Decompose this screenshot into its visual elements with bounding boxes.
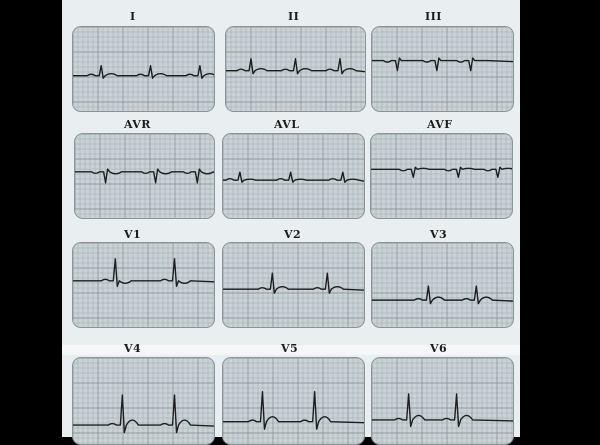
lead-label-v2: V2	[284, 228, 302, 241]
ecg-panel-i	[72, 26, 215, 112]
lead-label-v3: V3	[430, 228, 448, 241]
lead-label-v6: V6	[430, 342, 448, 355]
lead-label-v4: V4	[124, 342, 142, 355]
ecg-grid	[223, 358, 364, 444]
lead-label-avr: AVR	[124, 118, 151, 131]
ecg-panel-v1	[72, 242, 215, 328]
ecg-grid	[75, 134, 214, 218]
ecg-grid	[372, 358, 513, 444]
ecg-panel-v2	[222, 242, 365, 328]
lead-label-avl: AVL	[274, 118, 300, 131]
ecg-panel-ii	[225, 26, 366, 112]
ecg-panel-v5	[222, 357, 365, 445]
ecg-grid	[371, 134, 512, 218]
ecg-grid	[223, 134, 364, 218]
ecg-panel-v3	[371, 242, 514, 328]
lead-label-i: I	[130, 10, 136, 23]
ecg-panel-v6	[371, 357, 514, 445]
ecg-panel-iii	[371, 26, 514, 112]
ecg-grid	[73, 358, 214, 444]
ecg-sheet	[62, 0, 520, 437]
ecg-grid	[223, 243, 364, 327]
ecg-trace	[226, 59, 365, 74]
ecg-grid	[372, 27, 513, 111]
lead-label-v1: V1	[124, 228, 142, 241]
lead-label-ii: II	[288, 10, 300, 23]
lead-label-v5: V5	[281, 342, 299, 355]
ecg-grid	[73, 27, 214, 111]
ecg-trace	[75, 169, 214, 183]
lead-label-avf: AVF	[427, 118, 453, 131]
lead-label-iii: III	[425, 10, 442, 23]
ecg-panel-v4	[72, 357, 215, 445]
ecg-grid	[372, 243, 513, 327]
ecg-panel-avf	[370, 133, 513, 219]
ecg-grid	[73, 243, 214, 327]
ecg-panel-avl	[222, 133, 365, 219]
ecg-grid	[226, 27, 365, 111]
ecg-panel-avr	[74, 133, 215, 219]
